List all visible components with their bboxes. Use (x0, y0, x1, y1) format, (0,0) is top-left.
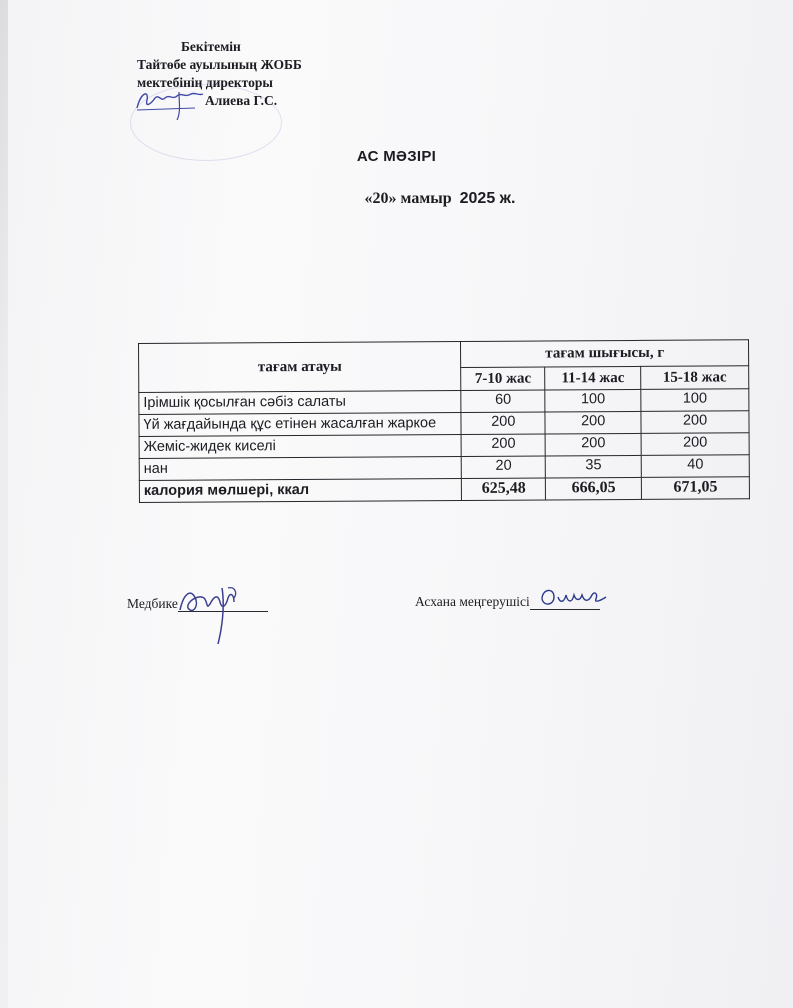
dish-value: 200 (461, 412, 545, 435)
dish-name: Ірімшік қосылған сәбіз салаты (139, 391, 461, 415)
dish-value: 40 (641, 455, 749, 478)
dish-value: 100 (545, 389, 641, 412)
col-name-header: тағам атауы (139, 342, 462, 393)
approval-line-approve: Бекітемін (181, 39, 241, 54)
dish-name: нан (139, 457, 461, 481)
calorie-value: 671,05 (641, 477, 749, 500)
dish-value: 200 (461, 434, 545, 457)
menu-date (0, 190, 793, 208)
calorie-value: 625,48 (462, 478, 546, 501)
canteen-signature (538, 585, 613, 611)
date-month: мамыр (400, 190, 452, 207)
calorie-value: 666,05 (546, 477, 642, 500)
dish-name: Үй жағдайында құс етінен жасалған жаркое (139, 413, 461, 437)
age-group-header: 7-10 жас (461, 367, 545, 391)
calorie-label: калория мөлшері, ккал (139, 479, 461, 503)
dish-value: 200 (545, 433, 641, 456)
col-output-header: тағам шығысы, г (461, 340, 749, 368)
dish-value: 20 (462, 456, 546, 479)
dish-value: 35 (545, 455, 641, 478)
page-title: АС МӘЗІРІ (356, 148, 437, 165)
dish-value: 200 (545, 411, 641, 434)
table-header-row (139, 340, 749, 370)
approval-line-school: Тайтөбе ауылының ЖОББ (137, 57, 302, 72)
age-group-header: 11-14 жас (545, 366, 641, 390)
dish-value: 100 (641, 389, 749, 412)
nurse-label: Медбике (127, 596, 178, 611)
canteen-label: Асхана меңгерушісі (415, 594, 530, 609)
calorie-total-row (139, 477, 749, 503)
nurse-signature (178, 580, 258, 650)
director-signature (133, 86, 213, 122)
date-quote-close: » (388, 190, 397, 207)
dish-value: 60 (461, 390, 545, 413)
dish-value: 200 (641, 411, 749, 434)
dish-name: Жеміс-жидек киселі (139, 435, 461, 459)
date-day: 20 (372, 190, 389, 207)
director-name: Алиева Г.С. (205, 93, 278, 108)
date-quote-open: « (364, 190, 373, 207)
date-year: 2025 ж. (459, 190, 516, 207)
menu-table (138, 339, 750, 503)
dish-value: 200 (641, 433, 749, 456)
approval-line-director: мектебінің директоры (137, 75, 273, 90)
age-group-header: 15-18 жас (641, 366, 749, 390)
